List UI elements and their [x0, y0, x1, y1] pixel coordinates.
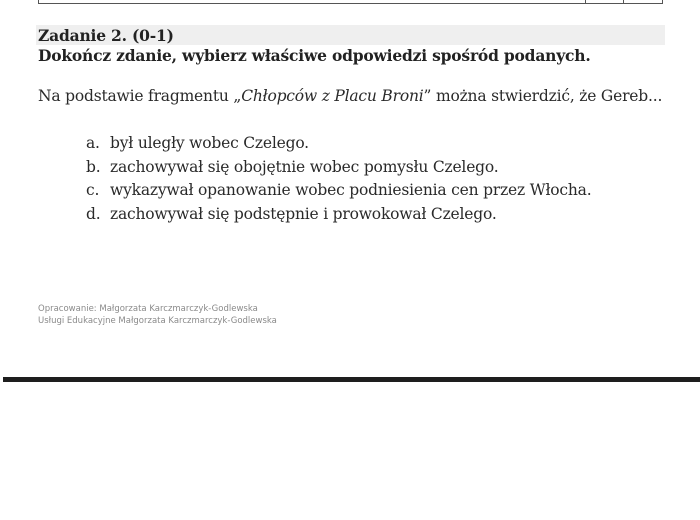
answer-option-b[interactable] [86, 157, 591, 181]
credits-author: Opracowanie: Małgorzata Karczmarczyk-Godlewska [38, 304, 258, 314]
task-question [38, 87, 662, 105]
option-text: zachowywał się obojętnie wobec pomysłu Czelego. [110, 157, 499, 176]
answer-option-a[interactable] [86, 133, 591, 157]
book-title: Chłopców z Placu Broni [241, 87, 424, 105]
table-column-divider [623, 0, 624, 3]
option-letter: d. [86, 204, 101, 223]
question-prefix: Na podstawie fragmentu „ [38, 87, 242, 105]
option-text: wykazywał opanowanie wobec podniesienia cen przez Włocha. [110, 181, 592, 199]
option-letter: b. [86, 157, 101, 176]
task-title: Zadanie 2. (0-1) [38, 26, 174, 45]
answer-option-c[interactable] [86, 180, 591, 204]
answer-options [86, 133, 591, 227]
option-letter: a. [86, 134, 100, 152]
option-letter: c. [86, 181, 100, 199]
previous-task-table [38, 0, 663, 4]
table-column-divider [585, 0, 586, 3]
credits-company: Usługi Edukacyjne Małgorzata Karczmarczyk-Godlewska [38, 316, 277, 326]
credits [38, 303, 277, 327]
question-suffix: ” można stwierdzić, że Gereb... [423, 87, 663, 105]
page-divider [3, 377, 700, 382]
task-instruction: Dokończ zdanie, wybierz właściwe odpowiedzi spośród podanych. [38, 46, 591, 65]
option-text: zachowywał się podstępnie i prowokował Czelego. [110, 204, 497, 223]
option-text: był uległy wobec Czelego. [110, 134, 309, 152]
answer-option-d[interactable] [86, 204, 591, 228]
